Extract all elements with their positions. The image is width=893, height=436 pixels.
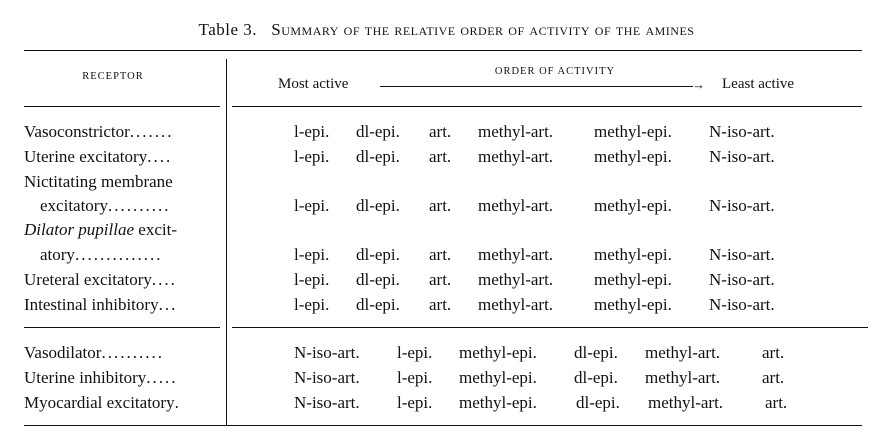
order-cell: methyl-epi. bbox=[459, 368, 537, 387]
order-cell: N-iso-art. bbox=[294, 368, 360, 387]
order-cell: methyl-epi. bbox=[594, 147, 672, 166]
order-cell: methyl-art. bbox=[478, 147, 554, 166]
order-cell: methyl-epi. bbox=[594, 295, 672, 314]
order-cell: dl-epi. bbox=[576, 393, 620, 412]
order-cell: l-epi. bbox=[397, 393, 433, 412]
order-cell: methyl-epi. bbox=[594, 122, 672, 141]
order-cell: N-iso-art. bbox=[709, 245, 775, 264]
order-cell: l-epi. bbox=[294, 122, 330, 141]
order-cell: art. bbox=[429, 295, 452, 314]
order-cell: dl-epi. bbox=[356, 270, 400, 289]
order-cell: l-epi. bbox=[397, 368, 433, 387]
order-cell: art. bbox=[429, 196, 452, 215]
order-cell: l-epi. bbox=[294, 295, 330, 314]
bottom-rule bbox=[24, 425, 862, 426]
receptor-label: Myocardial excitatory. bbox=[24, 393, 181, 412]
order-cell: N-iso-art. bbox=[294, 393, 360, 412]
order-cell: dl-epi. bbox=[574, 368, 618, 387]
order-cell: dl-epi. bbox=[356, 147, 400, 166]
order-cell: dl-epi. bbox=[356, 245, 400, 264]
group-rule-left bbox=[24, 327, 220, 328]
top-rule bbox=[24, 50, 862, 51]
order-cell: art. bbox=[765, 393, 788, 412]
most-active-label: Most active bbox=[278, 76, 349, 92]
order-cell: methyl-art. bbox=[478, 122, 554, 141]
receptor-label: Intestinal inhibitory... bbox=[24, 295, 178, 314]
order-cell: methyl-art. bbox=[645, 343, 721, 362]
order-cell: methyl-epi. bbox=[594, 270, 672, 289]
receptor-header: RECEPTOR bbox=[82, 71, 144, 82]
receptor-label-line1: Nictitating membrane bbox=[24, 172, 173, 191]
order-cell: methyl-art. bbox=[478, 196, 554, 215]
receptor-label: Vasoconstrictor....... bbox=[24, 122, 174, 141]
header-rule-left bbox=[24, 106, 220, 107]
column-divider bbox=[226, 59, 227, 425]
order-cell: l-epi. bbox=[294, 270, 330, 289]
order-cell: methyl-epi. bbox=[459, 393, 537, 412]
order-cell: art. bbox=[429, 147, 452, 166]
arrow-icon: → bbox=[692, 77, 705, 92]
order-cell: N-iso-art. bbox=[709, 196, 775, 215]
least-active-label: Least active bbox=[722, 76, 795, 92]
order-cell: methyl-epi. bbox=[594, 196, 672, 215]
receptor-label: Vasodilator.......... bbox=[24, 343, 164, 362]
order-cell: dl-epi. bbox=[574, 343, 618, 362]
order-cell: methyl-epi. bbox=[459, 343, 537, 362]
order-cell: methyl-epi. bbox=[594, 245, 672, 264]
order-cell: art. bbox=[429, 270, 452, 289]
order-cell: dl-epi. bbox=[356, 122, 400, 141]
order-cell: l-epi. bbox=[294, 245, 330, 264]
order-cell: l-epi. bbox=[294, 147, 330, 166]
order-cell: N-iso-art. bbox=[709, 295, 775, 314]
receptor-label: Uterine excitatory.... bbox=[24, 147, 173, 166]
receptor-label: Ureteral excitatory.... bbox=[24, 270, 177, 289]
order-cell: N-iso-art. bbox=[709, 270, 775, 289]
receptor-label: atory.............. bbox=[40, 245, 163, 264]
order-cell: N-iso-art. bbox=[709, 147, 775, 166]
order-cell: dl-epi. bbox=[356, 196, 400, 215]
order-cell: art. bbox=[762, 368, 785, 387]
table-title bbox=[0, 20, 893, 40]
order-cell: N-iso-art. bbox=[294, 343, 360, 362]
order-cell: art. bbox=[429, 245, 452, 264]
order-cell: l-epi. bbox=[397, 343, 433, 362]
order-cell: methyl-art. bbox=[478, 295, 554, 314]
header-rule-right bbox=[232, 106, 862, 107]
order-cell: methyl-art. bbox=[645, 368, 721, 387]
order-cell: art. bbox=[429, 122, 452, 141]
table-number: Table 3. bbox=[198, 20, 258, 39]
order-cell: N-iso-art. bbox=[709, 122, 775, 141]
receptor-label: excitatory.......... bbox=[40, 196, 171, 215]
order-cell: methyl-art. bbox=[478, 245, 554, 264]
order-cell: l-epi. bbox=[294, 196, 330, 215]
table-caption: Summary of the relative order of activity of the amines bbox=[271, 20, 695, 39]
order-cell: art. bbox=[762, 343, 785, 362]
group-rule-right bbox=[232, 327, 868, 328]
order-cell: methyl-art. bbox=[648, 393, 724, 412]
receptor-label-line1: Dilator pupillae excit- bbox=[24, 220, 177, 239]
activity-arrow-line bbox=[380, 86, 693, 87]
order-header: ORDER OF ACTIVITY bbox=[494, 66, 616, 77]
receptor-label: Uterine inhibitory..... bbox=[24, 368, 178, 387]
order-cell: dl-epi. bbox=[356, 295, 400, 314]
order-cell: methyl-art. bbox=[478, 270, 554, 289]
